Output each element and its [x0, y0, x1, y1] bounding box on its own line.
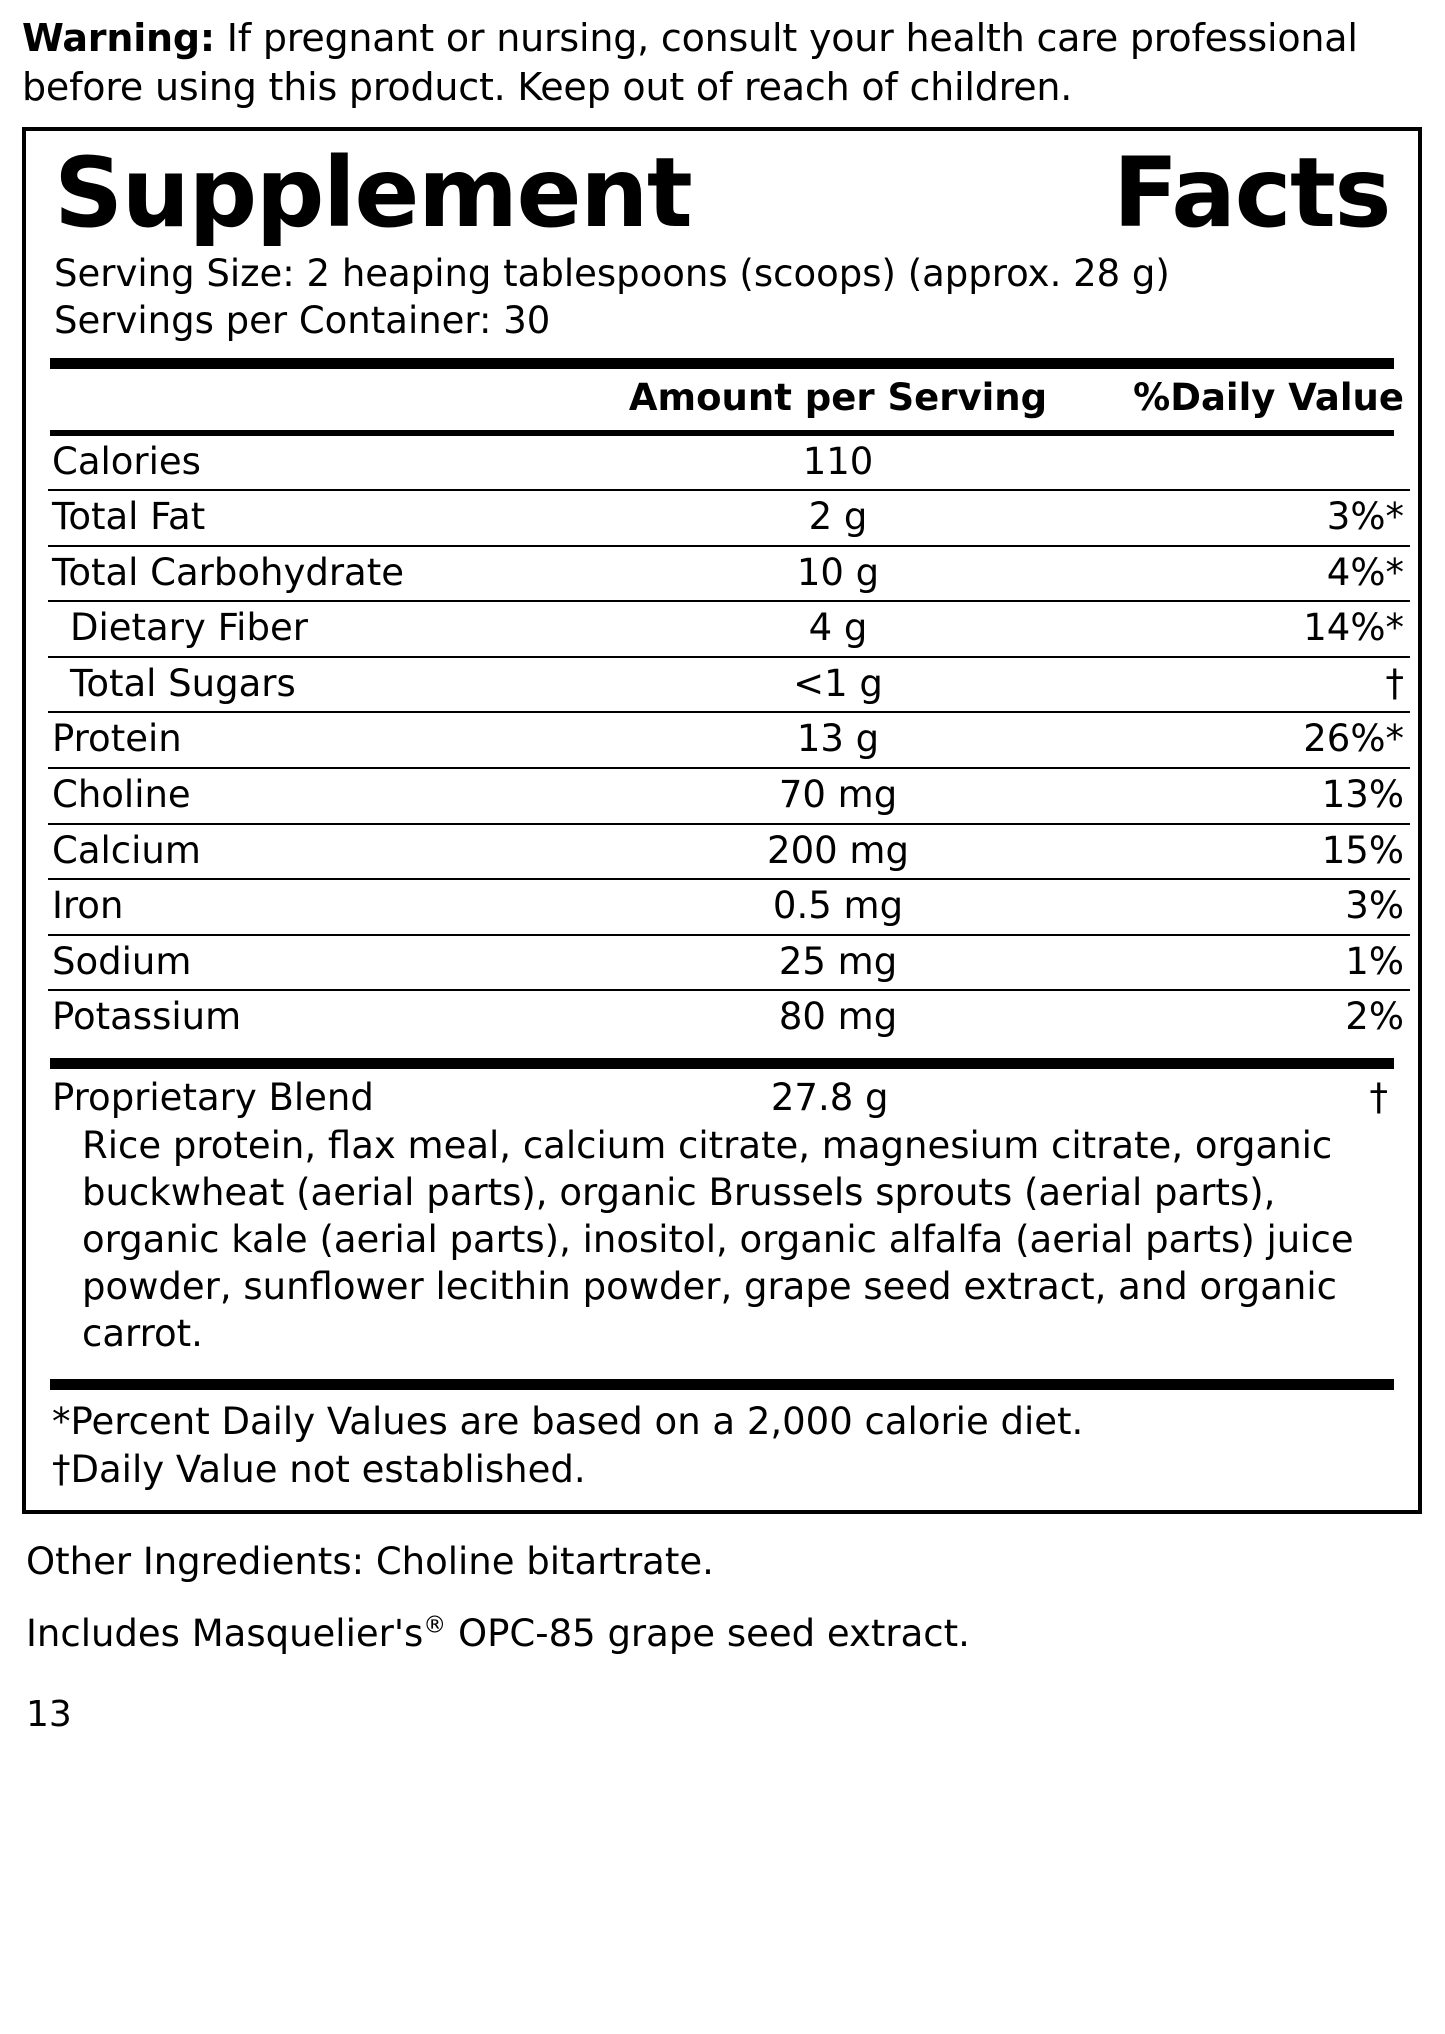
- serving-info: [48, 245, 1396, 345]
- table-row: [48, 824, 1410, 880]
- row-amount: 13 g: [574, 712, 1100, 768]
- row-name: Total Fat: [48, 490, 574, 546]
- row-name: Sodium: [48, 935, 574, 991]
- blend-daily-value: †: [1369, 1075, 1389, 1119]
- row-name: Total Carbohydrate: [48, 546, 574, 602]
- table-row: [48, 601, 1410, 657]
- rule-top-thick: [50, 358, 1394, 369]
- row-daily-value: 13%: [1100, 768, 1410, 824]
- includes-suffix: OPC-85 grape seed extract.: [446, 1611, 970, 1655]
- row-daily-value: 4%*: [1100, 546, 1410, 602]
- below-panel-notes: [22, 1538, 1423, 1739]
- row-daily-value: 14%*: [1100, 601, 1410, 657]
- panel-title: [48, 137, 1396, 250]
- supplement-facts-panel: [22, 127, 1422, 1514]
- header-daily-value: %Daily Value: [1133, 376, 1404, 420]
- table-row: [48, 879, 1410, 935]
- row-name: Choline: [48, 768, 574, 824]
- rule-below-blend: [50, 1379, 1394, 1390]
- row-daily-value: 3%: [1100, 879, 1410, 935]
- header-blank: [48, 369, 574, 430]
- row-daily-value: 1%: [1100, 935, 1410, 991]
- nutrition-header-table: [48, 369, 1410, 430]
- row-daily-value: 2%: [1100, 990, 1410, 1045]
- table-row: [48, 490, 1410, 546]
- page-number: 13: [26, 1693, 72, 1735]
- panel-title-facts: Facts: [1112, 137, 1390, 250]
- includes-note: [26, 1610, 1419, 1658]
- rule-above-blend: [50, 1058, 1394, 1069]
- nutrition-table: [48, 436, 1410, 1045]
- row-amount: 80 mg: [574, 990, 1100, 1045]
- table-row: [48, 935, 1410, 991]
- blend-ingredients: Rice protein, flax meal, calcium citrate, magnesium citrate, organic buckwheat (aerial parts), organic Brussels sprouts (aerial parts), organic kale (aerial parts), inositol, organic alfalfa (aerial parts) juice powder, sunflower lecithin powder, grape seed extract, and organic carrot.: [82, 1123, 1354, 1355]
- row-daily-value: [1100, 436, 1410, 491]
- table-row: [48, 546, 1410, 602]
- header-amount-per-serving: Amount per Serving: [628, 376, 1048, 420]
- table-row: [48, 436, 1410, 491]
- includes-prefix: Includes Masquelier's: [26, 1611, 424, 1655]
- table-header-row: [48, 369, 1410, 430]
- other-ingredients: Other Ingredients: Choline bitartrate.: [26, 1539, 714, 1583]
- panel-title-supplement: Supplement: [54, 137, 692, 250]
- serving-size: Serving Size: 2 heaping tablespoons (scoops) (approx. 28 g): [54, 252, 1170, 296]
- blend-name: Proprietary Blend: [52, 1075, 374, 1119]
- servings-per-container: Servings per Container: 30: [54, 299, 551, 343]
- row-daily-value: 15%: [1100, 824, 1410, 880]
- row-name: Calcium: [48, 824, 574, 880]
- row-amount: 25 mg: [574, 935, 1100, 991]
- row-amount: 110: [802, 439, 874, 483]
- warning-body: If pregnant or nursing, consult your health care professional before using this product. Keep out of reach of children.: [22, 16, 1358, 109]
- table-row: [48, 657, 1410, 713]
- footnote-percent-daily-value: *Percent Daily Values are based on a 2,000 calorie diet.: [52, 1399, 1084, 1443]
- row-daily-value: 3%*: [1100, 490, 1410, 546]
- table-row: [48, 768, 1410, 824]
- table-row: [48, 990, 1410, 1045]
- row-name: Protein: [48, 712, 574, 768]
- row-amount: 4 g: [574, 601, 1100, 657]
- registered-trademark-icon: ®: [423, 1612, 447, 1639]
- row-amount: 0.5 mg: [574, 879, 1100, 935]
- warning-text: [22, 14, 1423, 111]
- row-daily-value: †: [1100, 657, 1410, 713]
- blend-amount: 27.8 g: [770, 1075, 889, 1119]
- row-amount: 70 mg: [574, 768, 1100, 824]
- row-amount: 200 mg: [574, 824, 1100, 880]
- row-name: Iron: [48, 879, 574, 935]
- warning-label: Warning:: [22, 16, 215, 60]
- row-amount: 10 g: [574, 546, 1100, 602]
- row-daily-value: 26%*: [1100, 712, 1410, 768]
- row-name: Calories: [52, 439, 201, 483]
- row-name: Total Sugars: [48, 657, 574, 713]
- row-amount: <1 g: [574, 657, 1100, 713]
- proprietary-blend-row: [48, 1069, 1396, 1121]
- row-name: Potassium: [48, 990, 574, 1045]
- table-row: [48, 712, 1410, 768]
- footnotes: [48, 1390, 1396, 1496]
- footnote-daily-value-not-established: †Daily Value not established.: [52, 1447, 586, 1491]
- row-amount: 2 g: [574, 490, 1100, 546]
- row-name: Dietary Fiber: [48, 601, 574, 657]
